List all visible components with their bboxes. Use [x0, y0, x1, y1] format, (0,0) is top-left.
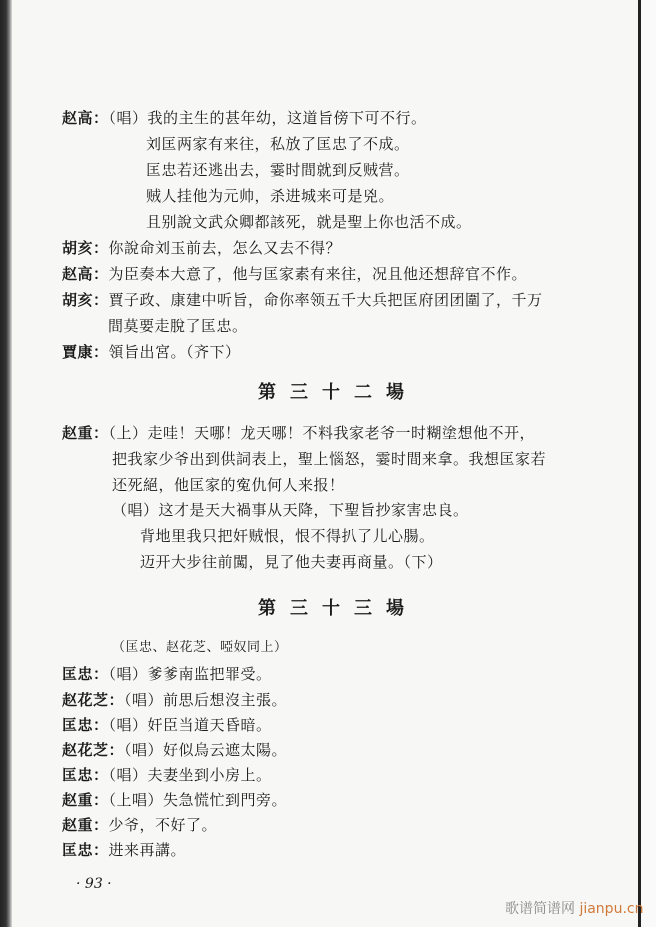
speaker-name: 赵花芝：	[62, 691, 125, 709]
page-number-value: 93	[84, 876, 103, 892]
speaker-name: 匡忠：	[62, 766, 109, 784]
dialogue-text: （唱）好似烏云遮太陽。	[124, 741, 288, 759]
dialogue-line	[62, 765, 272, 785]
speaker-name: 赵高：	[62, 265, 109, 283]
page-margin	[641, 0, 656, 927]
stage-direction: （匡忠、赵花芝、啞奴同上）	[112, 640, 288, 655]
dialogue-line	[62, 815, 217, 835]
dialogue-line	[62, 342, 241, 362]
dialogue-text: （唱）我的主生的甚年幼，这道旨傍下可不行。	[108, 109, 427, 127]
watermark-url: jianpu.cn	[579, 901, 644, 917]
dialogue-line	[62, 664, 272, 684]
speaker-name: 赵重：	[62, 791, 109, 809]
speaker-name: 赵重：	[62, 816, 109, 834]
dialogue-continuation: （唱）这才是天大禍事从天降，下聖旨抄家害忠良。	[112, 501, 469, 519]
dialogue-text: （唱）前思后想沒主張。	[124, 691, 288, 709]
watermark-site: 歌谱简谱网	[505, 901, 575, 917]
speaker-name: 赵花芝：	[62, 741, 125, 759]
dialogue-line	[62, 264, 527, 284]
speaker-name: 賈康：	[62, 343, 109, 361]
dialogue-line	[62, 715, 272, 735]
dialogue-text: （上）走哇！天哪！龙天哪！不料我家老爷一时糊塗想他不开，	[108, 424, 536, 442]
dialogue-text: 少爷，不好了。	[108, 816, 218, 834]
dialogue-text: （唱）奸臣当道天昏暗。	[108, 716, 272, 734]
dialogue-text: （唱）爹爹南监把罪受。	[108, 665, 272, 683]
verse-line: 迈开大步往前闖，見了他夫妻再商量。（下）	[140, 553, 443, 571]
dialogue-continuation: 把我家少爷出到供詞表上，聖上惱怒，霎时間来拿。我想匡家若	[112, 450, 547, 468]
dialogue-line	[62, 290, 543, 310]
dialogue-text: （唱）夫妻坐到小房上。	[108, 766, 272, 784]
page-binding-edge	[0, 0, 12, 927]
speaker-name: 匡忠：	[62, 716, 109, 734]
speaker-name: 胡亥：	[62, 239, 109, 257]
dialogue-text: （上唱）失急慌忙到門旁。	[108, 791, 288, 809]
speaker-name: 匡忠：	[62, 665, 109, 683]
verse-line: 刘匡两家有来往，私放了匡忠了不成。	[146, 135, 410, 153]
dialogue-text: 进来再講。	[108, 841, 187, 859]
dialogue-line	[62, 840, 186, 860]
dialogue-text: 領旨出宮。（齐下）	[108, 343, 241, 361]
dialogue-line	[62, 790, 287, 810]
dialogue-continuation: 間莫要走脫了匡忠。	[108, 317, 248, 335]
speaker-name: 匡忠：	[62, 841, 109, 859]
speaker-name: 胡亥：	[62, 291, 109, 309]
speaker-name: 赵重：	[62, 424, 109, 442]
watermark	[505, 898, 643, 918]
dialogue-text: 你說命刘玉前去，怎么又去不得？	[108, 239, 342, 257]
dialogue-line	[62, 423, 535, 443]
page-number: · 93 ·	[76, 876, 112, 892]
dialogue-continuation: 还死絕，他匡家的寃仇何人来报！	[112, 476, 345, 494]
verse-line: 背地里我只把奸贼恨，恨不得扒了儿心腸。	[140, 527, 435, 545]
scene-heading: 第三十三場	[258, 598, 418, 619]
verse-line: 匡忠若还逃出去，霎时間就到反贼营。	[146, 161, 410, 179]
dialogue-text: 賈子政、康建中听旨，命你率领五千大兵把匡府团团圍了，千万	[108, 291, 543, 309]
dialogue-line	[62, 238, 341, 258]
dialogue-line	[62, 740, 287, 760]
speaker-name: 赵高：	[62, 109, 109, 127]
dialogue-text: 为臣奏本大意了，他与匡家素有来往，况且他还想辞官不作。	[108, 265, 528, 283]
scene-heading: 第三十二場	[258, 382, 418, 403]
dialogue-line	[62, 690, 287, 710]
verse-line: 且别說文武众卿都該死，就是聖上你也活不成。	[146, 213, 472, 231]
dialogue-line	[62, 108, 427, 128]
verse-line: 贼人挂他为元帅，杀进城来可是兇。	[146, 187, 395, 205]
